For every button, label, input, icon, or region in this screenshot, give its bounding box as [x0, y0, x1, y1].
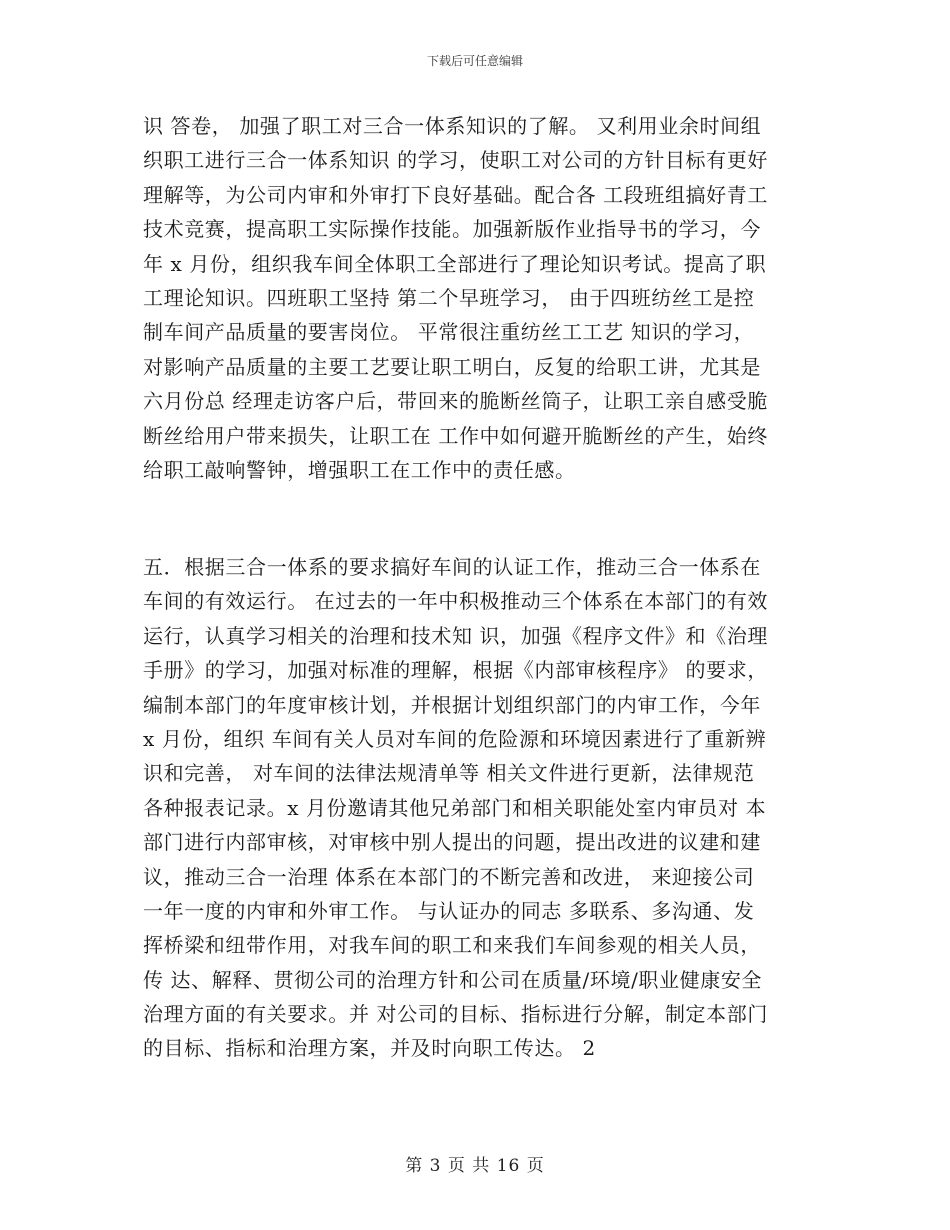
body-paragraph-2	[143, 550, 808, 1066]
text-line: 给职工敲响警钟，增强职工在工作中的责任感。	[143, 457, 576, 482]
text-line: 对影响产品质量的主要工艺要让职工明白，反复的给职工讲，尤其是	[143, 354, 761, 379]
text-line: 五．根据三合一体系的要求搞好车间的认证工作，推动三合一体系在	[143, 555, 761, 579]
text-line: 一年一度的内审和外审工作。 与认证办的同志 多联系、多沟通、发	[143, 898, 755, 923]
text-line: 制车间产品质量的要害岗位。 平常很注重纺丝工工艺 知识的学习，	[143, 320, 755, 345]
text-line: 部门进行内部审核，对审核中别人提出的问题，提出改进的议建和建	[143, 830, 761, 855]
text-line: 编制本部门的年度审核计划，并根据计划组织部门的内审工作，今年	[143, 692, 761, 717]
text-line: 运行，认真学习相关的治理和技术知 识，加强《程序文件》和《治理	[143, 623, 768, 648]
text-line: 理解等，为公司内审和外审打下良好基础。配合各 工段班组搞好青工	[143, 182, 768, 207]
text-line: 手册》的学习，加强对标准的理解，根据《内部审核程序》 的要求，	[143, 658, 768, 683]
text-line: 识 答卷， 加强了职工对三合一体系知识的了解。 又利用业余时间组	[143, 114, 762, 138]
text-line: 传 达、解释、贯彻公司的治理方针和公司在质量/环境/职业健康安全	[143, 967, 763, 992]
text-line: 挥桥梁和纽带作用，对我车间的职工和来我们车间参观的相关人员，	[143, 933, 761, 958]
page-header: 下载后可任意编辑	[426, 54, 523, 68]
text-line: 年 x 月份，组织我车间全体职工全部进行了理论知识考试。提高了职	[143, 251, 767, 276]
text-line: 识和完善， 对车间的法律法规清单等 相关文件进行更新，法律规范	[143, 761, 755, 786]
text-line: 织职工进行三合一体系知识 的学习，使职工对公司的方针目标有更好	[143, 148, 768, 173]
text-line: 断丝给用户带来损失，让职工在 工作中如何避开脆断丝的产生，始终	[143, 423, 768, 448]
text-line: 各种报表记录。x 月份邀请其他兄弟部门和相关职能处室内审员对 本	[143, 795, 767, 820]
page-footer: 第 3 页 共 16 页	[405, 1156, 545, 1176]
text-line: 治理方面的有关要求。并 对公司的目标、指标进行分解，制定本部门	[143, 1002, 768, 1027]
text-line: 六月份总 经理走访客户后，带回来的脆断丝筒子，让职工亲自感受脆	[143, 389, 768, 414]
text-line: 技术竞赛，提高职工实际操作技能。加强新版作业指导书的学习，今	[143, 217, 761, 242]
text-line: 议，推动三合一治理 体系在本部门的不断完善和改进， 来迎接公司	[143, 864, 755, 889]
text-line: x 月份，组织 车间有关人员对车间的危险源和环境因素进行了重新辨	[143, 726, 767, 751]
text-line: 车间的有效运行。 在过去的一年中积极推动三个体系在本部门的有效	[143, 589, 768, 614]
text-line: 的目标、指标和治理方案，并及时向职工传达。 2	[143, 1036, 596, 1061]
body-paragraph-1	[143, 109, 808, 487]
text-line: 工理论知识。四班职工坚持 第二个早班学习， 由于四班纺丝工是控	[143, 285, 755, 310]
